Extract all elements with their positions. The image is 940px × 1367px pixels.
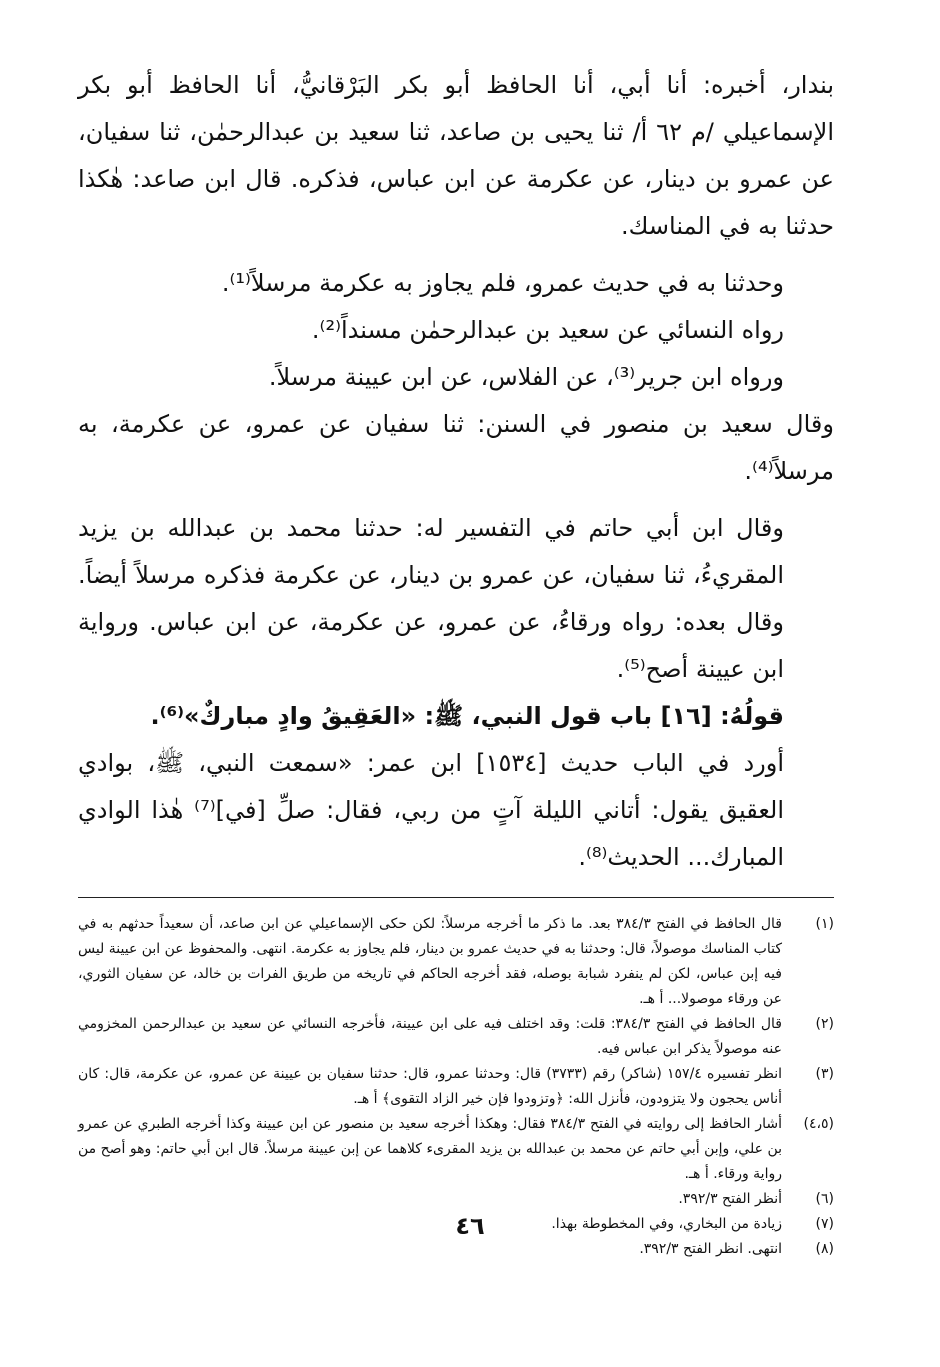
page-number: ٤٦ bbox=[455, 1212, 485, 1240]
page-content bbox=[78, 62, 834, 1262]
paragraph-8: أورد في الباب حديث [١٥٣٤] ابن عمر: «سمعت النبي، ﷺ، بوادي العقيق يقول: أتاني الليلة آتٍ من ربي، فقال: صلِّ [في]⁽⁷⁾ هٰذا الوادي المبارك... الحديث⁽⁸⁾. bbox=[78, 749, 784, 871]
footnote-number: (٢) bbox=[815, 1016, 834, 1032]
footnote-number: (٤،٥) bbox=[803, 1116, 834, 1132]
footnote bbox=[78, 1062, 834, 1112]
footnote bbox=[78, 1012, 834, 1062]
section-heading: قولُهُ: [١٦] باب قول النبي، ﷺ: «العَقِيقُ وادٍ مباركٌ»⁽⁶⁾. bbox=[150, 702, 784, 730]
footnote-text: قال الحافظ في الفتح ٣٨٤/٣ بعد. ما ذكر ما أخرجه مرسلاً: لكن حكى الإسماعيلي عن ابن صاعد، أن سعيداً حدثهم به في كتاب المناسك موصولاً، قال: وحدثنا به في حديث عمرو بن دينار، فلم يجاوز به عكرمة. انتهى. والمحفوظ عن ابن عيينة ليس فيه إبن عباس، لكن لم ينفرد شبابة بوصله، فقد أخرجه الحاكم في تاريخه من طريق الفرات بن خالد، عن سفيان الثوري، عن ورقاء موصولا... أ هـ. bbox=[77, 916, 782, 1007]
footnote-text: أشار الحافظ إلى روايته في الفتح ٣٨٤/٣ فقال: وهكذا أخرجه سعيد بن منصور عن ابن عيينة وكذا أخرجه الطبري عن عمرو بن علي، وإبن أبي حاتم عن محمد بن عبدالله بن يزيد المقرىء كلاهما عن إبن عيينة مرسلاً. قال ابن أبي حاتم: وهو أصح من رواية ورقاء. أ هـ. bbox=[78, 1116, 782, 1182]
paragraph-2: وحدثنا به في حديث عمرو، فلم يجاوز به عكرمة مرسلاً⁽¹⁾. bbox=[221, 269, 784, 297]
footnote bbox=[78, 912, 834, 1012]
footnote-number: (٦) bbox=[815, 1191, 834, 1207]
footnote bbox=[78, 1112, 834, 1187]
main-text bbox=[78, 62, 834, 881]
footnote-number: (٨) bbox=[815, 1241, 834, 1257]
footnote-text: قال الحافظ في الفتح ٣٨٤/٣: قلت: وقد اختلف فيه على ابن عيينة، فأخرجه النسائي عن سعيد بن عبدالرحمن المخزومي عنه موصولاً يذكر ابن عباس فيه. bbox=[78, 1016, 782, 1057]
footnote-text: انتهى. انظر الفتح ٣٩٢/٣. bbox=[639, 1241, 782, 1257]
paragraph-1: بندار، أخبره: أنا أبي، أنا الحافظ أبو بكر البَرْقانيُّ، أنا الحافظ أبو بكر الإسماعيلي /م ٦٢ أ/ ثنا يحيى بن صاعد، ثنا سعيد بن عبدالرحمٰن، ثنا سفيان، عن عمرو بن دينار، عن عكرمة عن ابن عباس، فذكره. قال ابن صاعد: هٰكذا حدثنا به في المناسك. bbox=[78, 71, 834, 240]
footnote-number: (٧) bbox=[815, 1216, 834, 1232]
paragraph-4: ورواه ابن جرير⁽³⁾، عن الفلاس، عن ابن عيينة مرسلاً. bbox=[268, 363, 784, 391]
footnotes bbox=[78, 912, 834, 1262]
footnote-number: (٣) bbox=[815, 1066, 834, 1082]
footnote-text: زيادة من البخاري، وفي المخطوطة بهذا. bbox=[551, 1216, 782, 1232]
footnote-text: أنظر الفتح ٣٩٢/٣. bbox=[678, 1191, 782, 1207]
footnote-number: (١) bbox=[815, 916, 834, 932]
footnote bbox=[78, 1187, 834, 1212]
paragraph-5: وقال سعيد بن منصور في السنن: ثنا سفيان عن عمرو، عن عكرمة، به مرسلاً⁽⁴⁾. bbox=[78, 410, 834, 485]
footnote-text: انظر تفسيره ١٥٧/٤ (شاكر) رقم (٣٧٣٣) قال: وحدثنا عمرو، قال: حدثنا سفيان بن عيينة عن عمرو، عن عكرمة، قال: كان أناس يحجون ولا يتزودون، فأنزل الله: ﴿وتزودوا فإن خير الزاد التقوى﴾ أ هـ. bbox=[78, 1066, 782, 1107]
paragraph-3: رواه النسائي عن سعيد بن عبدالرحمٰن مسنداً⁽²⁾. bbox=[311, 316, 784, 344]
footnote bbox=[78, 1237, 834, 1262]
footnote-divider bbox=[78, 897, 834, 898]
paragraph-6: وقال ابن أبي حاتم في التفسير له: حدثنا محمد بن عبدالله بن يزيد المقريءُ، ثنا سفيان، عن عمرو بن دينار، عن عكرمة فذكره مرسلاً أيضاً. وقال بعده: رواه ورقاءُ، عن عمرو، عن عكرمة، عن ابن عباس. ورواية ابن عيينة أصح⁽⁵⁾. bbox=[78, 514, 784, 683]
